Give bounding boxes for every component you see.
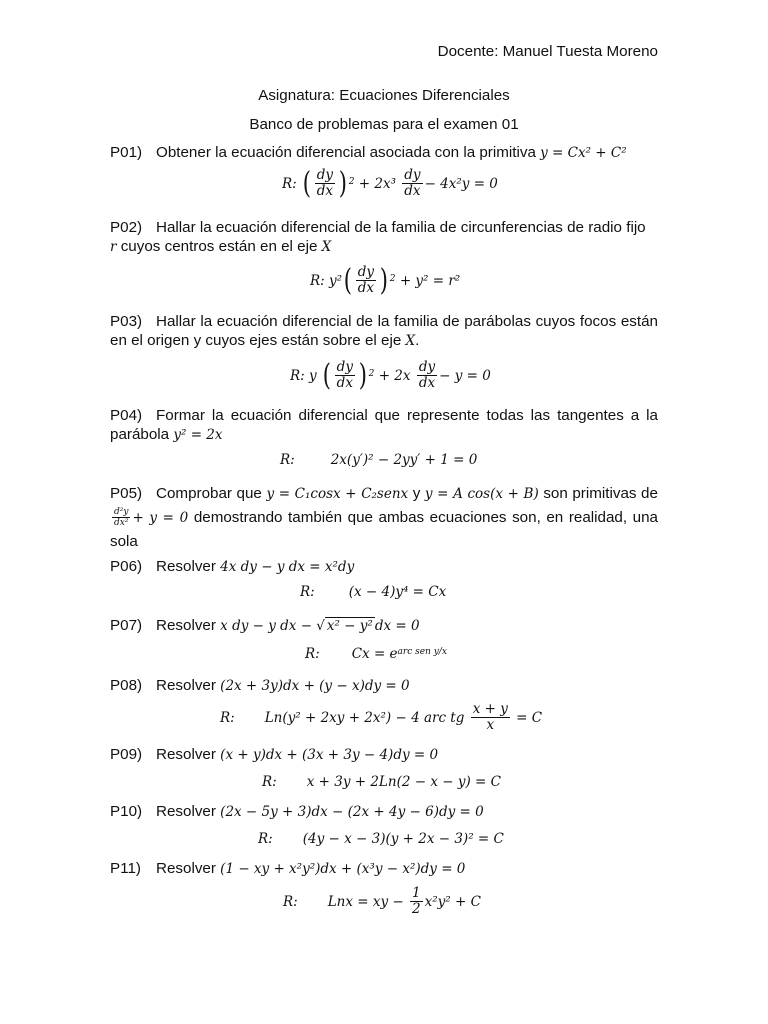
problem-p03: P03) Hallar la ecuación diferencial de la familia de parábolas cuyos focos están en el origen y cuyos ejes están sobre el eje X. (110, 313, 658, 349)
answer-p08: R: Ln(y² + 2xy + 2x²) − 4 arc tg $\frac{x + y}{x}$ = C (220, 701, 543, 733)
answer-p11: R: Lnx = xy − $\frac{1}{2}$ x²y² + C (283, 885, 481, 917)
answer-p02: R: y² ( $\frac{dy}{dx}$ ) $^2$ + y² = r² (310, 262, 461, 298)
problem-p05: P05) Comprobar que y = C₁cosx + C₂senx y y = A cos(x + B) son primitivas de $\frac{\text{d²y}}{\text{dx²}}$ + y = 0 demostrando también que ambas ecuaciones son, en realidad, una sola (110, 485, 658, 550)
problem-p09: P09) Resolver (x + y)dx + (3x + 3y − 4)dy = 0 (110, 746, 439, 763)
problem-p02: P02) Hallar la ecuación diferencial de la familia de circunferencias de radio fijo r cuyos centros están en el eje X (110, 219, 646, 255)
answer-p01: R: ( $\frac{dy}{dx}$ ) $^2$ + 2x³ $\frac{dy}{dx}$ − 4x²y = 0 (282, 165, 498, 201)
answer-p03: R: y ( $\frac{dy}{dx}$ ) $^2$ + 2x $\frac{dy}{dx}$ − y = 0 (290, 357, 491, 393)
answer-p04: R: 2x(y′)² − 2yy′ + 1 = 0 (280, 452, 478, 468)
answer-p06: R: (x − 4)y⁴ = Cx (300, 584, 447, 600)
problem-p06: P06) Resolver 4x dy − y dx = x²dy (110, 558, 355, 575)
course-title: Asignatura: Ecuaciones Diferenciales (258, 87, 510, 104)
bank-title: Banco de problemas para el examen 01 (249, 116, 519, 133)
problem-p11: P11) Resolver (1 − xy + x²y²)dx + (x³y − x²)dy = 0 (110, 860, 466, 877)
answer-p10: R: (4y − x − 3)(y + 2x − 3)² = C (258, 831, 504, 847)
teacher-header: Docente: Manuel Tuesta Moreno (437, 43, 658, 60)
problem-p07: P07) Resolver x dy − y dx − √ x² − y² dx = 0 (110, 617, 420, 634)
problem-p04: P04) Formar la ecuación diferencial que represente todas las tangentes a la parábola y² = 2x (110, 407, 658, 443)
problem-p01: P01) Obtener la ecuación diferencial asociada con la primitiva y = Cx² + C² (110, 144, 627, 161)
answer-p07: R: Cx = e $^{arc sen y/x}$ (305, 646, 447, 662)
problem-p08: P08) Resolver (2x + 3y)dx + (y − x)dy = 0 (110, 677, 410, 694)
answer-p09: R: x + 3y + 2Ln(2 − x − y) = C (262, 774, 501, 790)
problem-p10: P10) Resolver (2x − 5y + 3)dx − (2x + 4y − 6)dy = 0 (110, 803, 484, 820)
